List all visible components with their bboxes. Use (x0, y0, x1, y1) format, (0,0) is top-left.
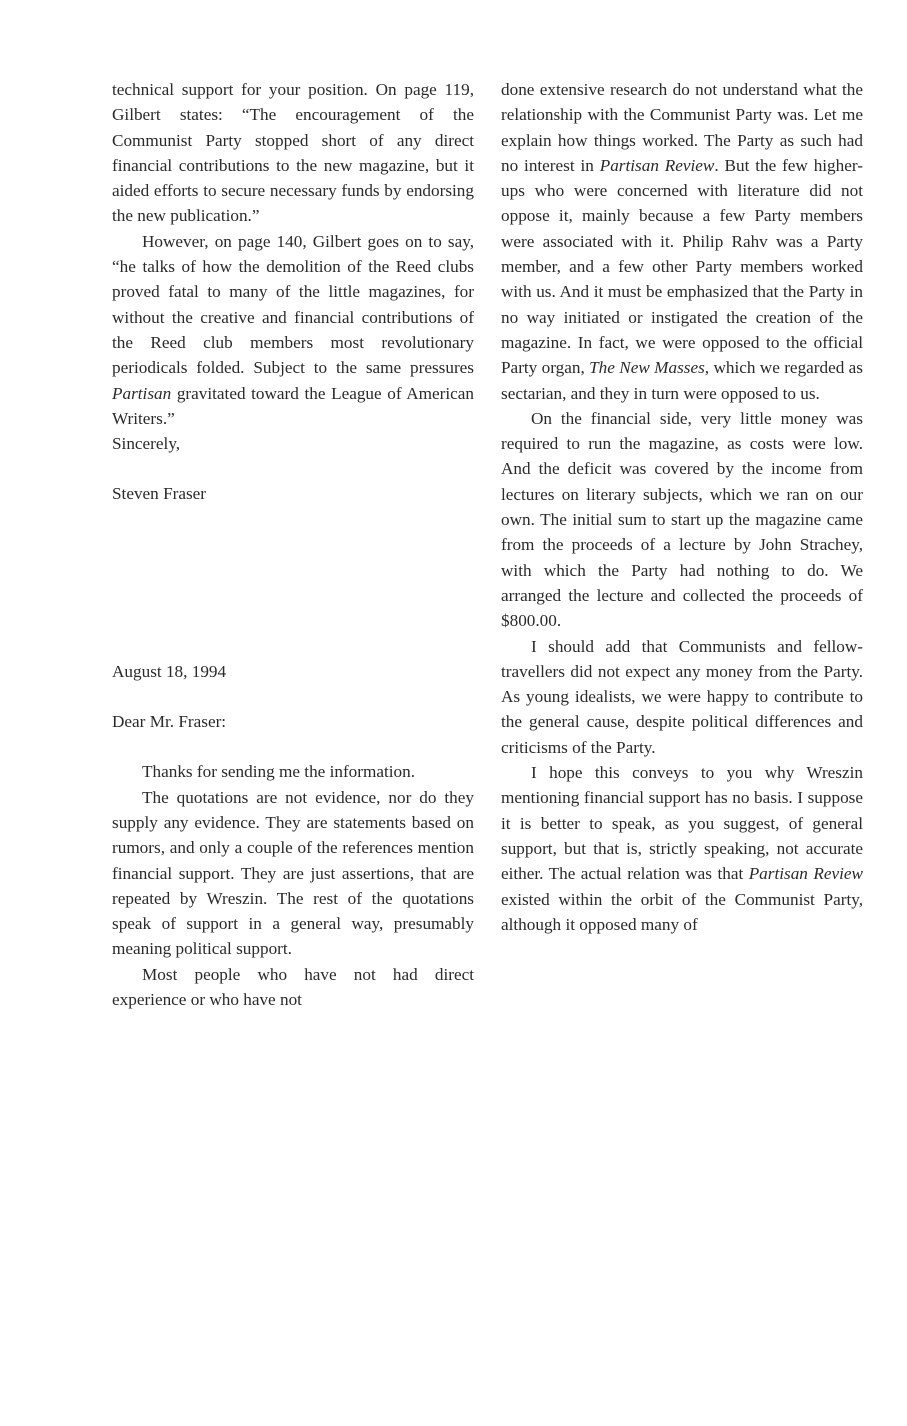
right-column (501, 77, 863, 937)
text-run: done extensive research do not understand what the relationship with the Communist Party was. Let me explain how things worked. The Party as such had no interest in (501, 80, 863, 175)
text-run: I hope this conveys to you why Wreszin mentioning financial support has no basis. I suppose it is better to speak, as you suggest, of general support, but that is, strictly speaking, not accurate either. The actual relation was that (501, 763, 863, 884)
paragraph (501, 77, 863, 406)
italic-title: Partisan (112, 383, 172, 403)
text-run: However, on page 140, Gilbert goes on to say, “he talks of how the demolition of the Reed clubs proved fatal to many of the little magazines, for without the creative and financial contributions of the Reed club members most revolutionary periodicals folded. Subject to the same pressures (112, 231, 474, 378)
italic-title: Partisan Review (748, 864, 863, 884)
letter-date: August 18, 1994 (112, 661, 227, 681)
paragraph (501, 760, 863, 937)
paragraph: The quotations are not evidence, nor do they supply any evidence. They are statements based on rumors, and only a couple of the references mention financial support. They are just assertions, that are repeated by Wreszin. The rest of the quotations speak of support in a general way, presumably meaning political support. (112, 787, 474, 959)
paragraph: technical support for your position. On page 119, Gilbert states: “The encouragement of the Communist Party stopped short of any direct financial contributions to the new magazine, but it aided efforts to secure necessary funds by endorsing the new publication.” (112, 80, 474, 226)
paragraph (112, 229, 474, 431)
paragraph: I should add that Communists and fellow-travellers did not expect any money from the Party. As young idealists, we were happy to contribute to the general cause, despite political differences and criticisms of the Party. (501, 636, 863, 757)
paragraph: Thanks for sending me the information. (142, 762, 416, 782)
italic-title: Partisan Review (599, 155, 715, 175)
paragraph: Most people who have not had direct experience or who have not (112, 964, 474, 1010)
letter-signature: Steven Fraser (112, 484, 207, 504)
italic-title: The New Masses (589, 358, 705, 378)
text-run: existed within the orbit of the Communist Party, although it opposed many of (501, 889, 863, 934)
letter-closing: Sincerely, (112, 434, 181, 454)
letter-salutation: Dear Mr. Fraser: (112, 712, 227, 732)
text-run: . But the few higher-ups who were concerned with literature did not oppose it, mainly because a few Party members were associated with it. Philip Rahv was a Party member, and a few other Party members worked with us. And it must be emphasized that the Party in no way initiated or instigated the creation of the magazine. In fact, we were opposed to the official Party organ, (501, 155, 863, 378)
left-column (112, 77, 474, 1012)
text-run: gravitated toward the League of American Writers.” (112, 383, 474, 428)
text-run: , which we regarded as sectarian, and they in turn were opposed to us. (501, 358, 863, 403)
paragraph: On the financial side, very little money was required to run the magazine, as costs were low. And the deficit was covered by the income from lectures on literary subjects, which we ran on our own. The initial sum to start up the magazine came from the proceeds of a lecture by John Strachey, with which the Party had nothing to do. We arranged the lecture and collected the proceeds of $800.00. (501, 408, 863, 631)
